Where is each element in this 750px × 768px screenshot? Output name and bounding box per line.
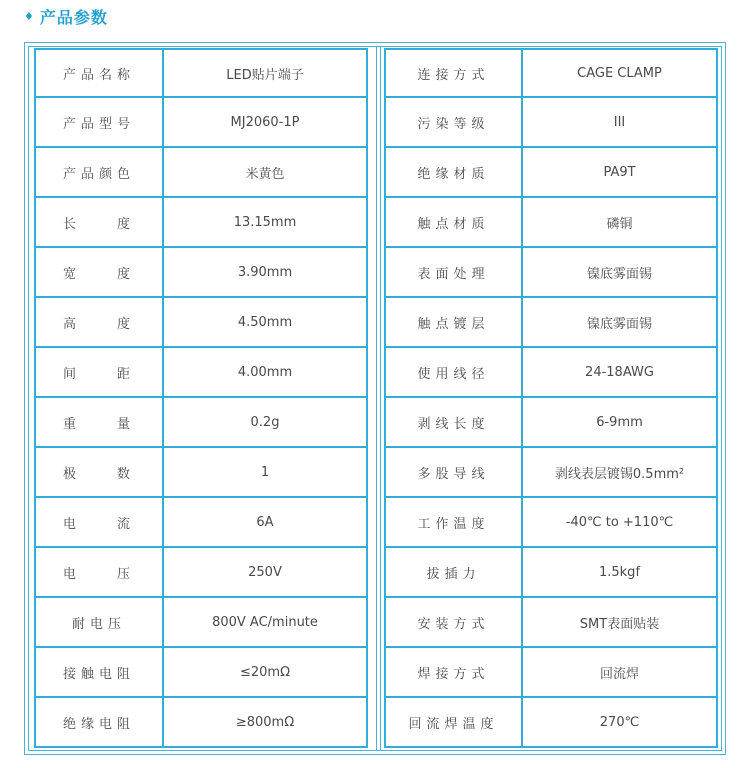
spec-row [384,498,718,548]
spec-label: 多股导线 [384,448,523,498]
spec-value: SMT表面贴装 [523,598,718,648]
spec-label: 回流焊温度 [384,698,523,748]
spec-value: 800V AC/minute [164,598,368,648]
spec-value: 24-18AWG [523,348,718,398]
spec-value: 米黄色 [164,148,368,198]
spec-label: 产品颜色 [34,148,164,198]
spec-row [34,198,368,248]
spec-value: 4.00mm [164,348,368,398]
spec-label: 拔插力 [384,548,523,598]
spec-value: ≥800mΩ [164,698,368,748]
spec-label: 间 距 [34,348,164,398]
spec-value: III [523,98,718,148]
spec-value: 回流焊 [523,648,718,698]
spec-row [384,548,718,598]
spec-row [384,648,718,698]
spec-row [384,598,718,648]
spec-label: 触点材质 [384,198,523,248]
spec-label: 长 度 [34,198,164,248]
spec-label: 安装方式 [384,598,523,648]
spec-row [384,698,718,748]
spec-value: 磷铜 [523,198,718,248]
spec-label: 剥线长度 [384,398,523,448]
spec-label: 表面处理 [384,248,523,298]
spec-label: 宽 度 [34,248,164,298]
spec-row [34,398,368,448]
spec-row [34,448,368,498]
spec-value: CAGE CLAMP [523,48,718,98]
spec-label: 极 数 [34,448,164,498]
spec-value: 剥线表层镀锡0.5mm² [523,448,718,498]
spec-label: 接触电阻 [34,648,164,698]
diamond-icon: ♦ [24,9,35,23]
spec-label: 污染等级 [384,98,523,148]
spec-label: 产品名称 [34,48,164,98]
spec-value: MJ2060-1P [164,98,368,148]
spec-label: 使用线径 [384,348,523,398]
spec-row [34,248,368,298]
spec-label: 电 压 [34,548,164,598]
section-title: 产品参数 [39,7,108,27]
spec-row [34,298,368,348]
spec-value: 1.5kgf [523,548,718,598]
spec-row [384,398,718,448]
spec-table-right [384,48,718,748]
spec-label: 电 流 [34,498,164,548]
spec-row [34,648,368,698]
spec-label: 触点镀层 [384,298,523,348]
spec-row [384,348,718,398]
spec-row [34,698,368,748]
spec-value: 镍底雾面锡 [523,248,718,298]
spec-row [384,148,718,198]
spec-value: -40℃ to +110℃ [523,498,718,548]
spec-label: 高 度 [34,298,164,348]
spec-value: PA9T [523,148,718,198]
spec-value: 250V [164,548,368,598]
spec-row [34,148,368,198]
spec-label: 绝缘电阻 [34,698,164,748]
spec-label: 绝缘材质 [384,148,523,198]
spec-row [34,498,368,548]
spec-row [34,548,368,598]
column-divider [376,46,381,751]
spec-row [34,348,368,398]
spec-row [34,98,368,148]
spec-value: 6-9mm [523,398,718,448]
section-heading [24,5,108,27]
spec-label: 产品型号 [34,98,164,148]
spec-row [384,298,718,348]
spec-value: 镍底雾面锡 [523,298,718,348]
spec-label: 工作温度 [384,498,523,548]
spec-value: 4.50mm [164,298,368,348]
spec-label: 连接方式 [384,48,523,98]
spec-row [384,448,718,498]
spec-row [384,98,718,148]
spec-value: 13.15mm [164,198,368,248]
spec-table-left [34,48,368,748]
spec-label: 耐电压 [34,598,164,648]
spec-value: 3.90mm [164,248,368,298]
spec-value: 270℃ [523,698,718,748]
spec-row [34,48,368,98]
spec-label: 重 量 [34,398,164,448]
spec-row [34,598,368,648]
spec-label: 焊接方式 [384,648,523,698]
spec-value: 1 [164,448,368,498]
spec-value: ≤20mΩ [164,648,368,698]
spec-value: LED贴片端子 [164,48,368,98]
spec-value: 6A [164,498,368,548]
spec-row [384,198,718,248]
spec-row [384,48,718,98]
spec-value: 0.2g [164,398,368,448]
spec-row [384,248,718,298]
